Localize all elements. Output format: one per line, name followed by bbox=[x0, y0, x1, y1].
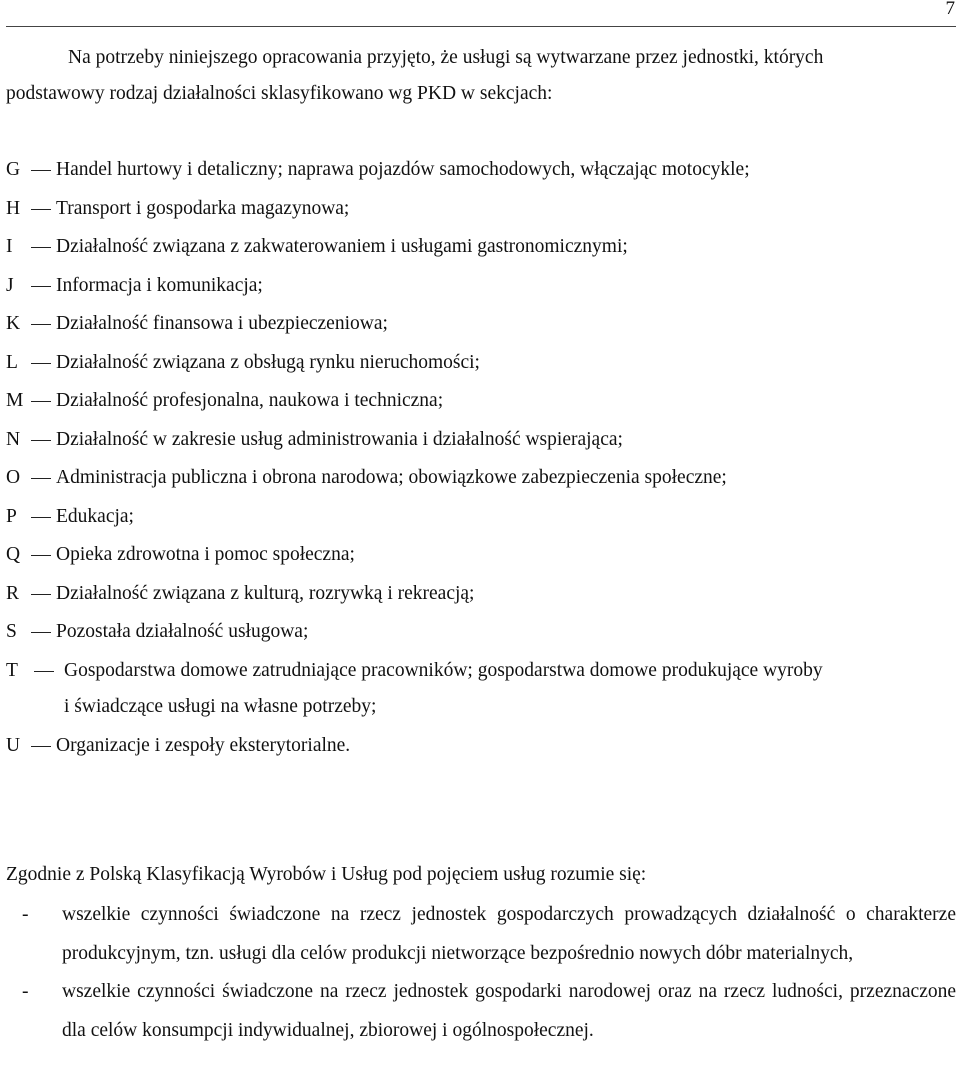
dash bbox=[31, 401, 51, 402]
dash bbox=[31, 517, 51, 518]
section-item-t bbox=[6, 652, 956, 727]
dash bbox=[31, 170, 51, 171]
section-text: Informacja i komunikacja; bbox=[56, 274, 263, 296]
section-text: Działalność związana z zakwaterowaniem i usługami gastronomicznymi; bbox=[56, 236, 628, 257]
page-number: 7 bbox=[945, 0, 955, 19]
list-item bbox=[6, 973, 956, 1050]
list-item-text: wszelkie czynności świadczone na rzecz jednostek gospodarki narodowej oraz na rzecz ludności, przeznaczone dla celów konsumpcji indywidualnej, zbiorowej i ogólnospołecznej. bbox=[62, 981, 956, 1041]
dash bbox=[31, 594, 51, 595]
intro-line-1: Na potrzeby niniejszego opracowania przyjęto, że usługi są wytwarzane przez jednostki, których bbox=[68, 47, 824, 68]
dash bbox=[31, 632, 51, 633]
section-text: Edukacja; bbox=[56, 505, 134, 527]
section-item-u bbox=[6, 727, 956, 766]
pkwiu-definition bbox=[6, 856, 956, 1050]
pkwiu-lead: Zgodnie z Polską Klasyfikacją Wyrobów i Usług pod pojęciem usług rozumie się: bbox=[6, 864, 647, 885]
section-letter: H bbox=[6, 197, 21, 219]
section-text: Organizacje i zespoły eksterytorialne. bbox=[56, 734, 351, 756]
dash bbox=[31, 363, 51, 364]
section-item-j bbox=[6, 267, 956, 306]
section-item-r bbox=[6, 575, 956, 614]
list-item-text: wszelkie czynności świadczone na rzecz jednostek gospodarczych prowadzących działalność o charakterze produkcyjnym, tzn. usługi dla celów produkcji nietworzące bezpośrednio nowych dóbr materialnych, bbox=[62, 904, 956, 964]
section-text bbox=[64, 653, 956, 725]
dash bbox=[31, 555, 51, 556]
section-letter: Q bbox=[6, 544, 21, 565]
intro-line-2: podstawowy rodzaj działalności sklasyfikowano wg PKD w sekcjach: bbox=[6, 83, 553, 104]
section-text: Działalność związana z kulturą, rozrywką i rekreacją; bbox=[56, 582, 475, 604]
section-item-q bbox=[6, 536, 956, 575]
dash bbox=[31, 286, 51, 287]
section-item-l bbox=[6, 344, 956, 383]
section-letter: N bbox=[6, 428, 21, 450]
list-item bbox=[6, 896, 956, 973]
section-item-m bbox=[6, 382, 956, 421]
section-text: Opieka zdrowotna i pomoc społeczna; bbox=[56, 544, 355, 565]
dash bbox=[31, 746, 51, 747]
section-text: Działalność finansowa i ubezpieczeniowa; bbox=[56, 313, 388, 334]
section-letter: L bbox=[6, 351, 18, 373]
section-letter: R bbox=[6, 582, 20, 604]
dash bbox=[34, 671, 54, 672]
section-text: Działalność w zakresie usług administrowania i działalność wspierająca; bbox=[56, 428, 623, 450]
section-letter: K bbox=[6, 313, 21, 334]
section-letter: O bbox=[6, 467, 21, 488]
dash bbox=[31, 247, 51, 248]
section-letter: I bbox=[6, 236, 13, 257]
bullet-dash: - bbox=[22, 904, 29, 925]
section-letter: J bbox=[6, 274, 14, 296]
section-letter: M bbox=[6, 390, 24, 411]
section-letter: G bbox=[6, 159, 21, 180]
section-letter: S bbox=[6, 621, 17, 642]
dash bbox=[31, 324, 51, 325]
section-text-line-1: Gospodarstwa domowe zatrudniające pracowników; gospodarstwa domowe produkujące wyroby bbox=[64, 659, 823, 681]
section-text: Pozostała działalność usługowa; bbox=[56, 621, 309, 642]
section-letter: P bbox=[6, 505, 17, 527]
section-text: Administracja publiczna i obrona narodowa; obowiązkowe zabezpieczenia społeczne; bbox=[56, 467, 727, 488]
section-item-i bbox=[6, 228, 956, 267]
section-text: Działalność profesjonalna, naukowa i techniczna; bbox=[56, 390, 444, 411]
dash bbox=[31, 440, 51, 441]
section-item-k bbox=[6, 305, 956, 344]
section-text: Handel hurtowy i detaliczny; naprawa pojazdów samochodowych, włączając motocykle; bbox=[56, 159, 750, 180]
pkwiu-list bbox=[6, 896, 956, 1050]
section-text: Transport i gospodarka magazynowa; bbox=[56, 197, 350, 219]
section-item-p bbox=[6, 498, 956, 537]
dash bbox=[31, 478, 51, 479]
intro-paragraph bbox=[6, 40, 956, 112]
section-item-o bbox=[6, 459, 956, 498]
section-letter: T bbox=[6, 659, 18, 681]
header-rule bbox=[6, 26, 956, 27]
section-item-g bbox=[6, 151, 956, 190]
section-item-s bbox=[6, 613, 956, 652]
section-letter: U bbox=[6, 734, 21, 756]
bullet-dash: - bbox=[22, 981, 29, 1002]
section-item-h bbox=[6, 190, 956, 229]
section-text: Działalność związana z obsługą rynku nieruchomości; bbox=[56, 351, 480, 373]
pkd-section-list bbox=[6, 151, 956, 765]
dash bbox=[31, 209, 51, 210]
section-text-line-2: i świadczące usługi na własne potrzeby; bbox=[64, 695, 377, 717]
section-item-n bbox=[6, 421, 956, 460]
